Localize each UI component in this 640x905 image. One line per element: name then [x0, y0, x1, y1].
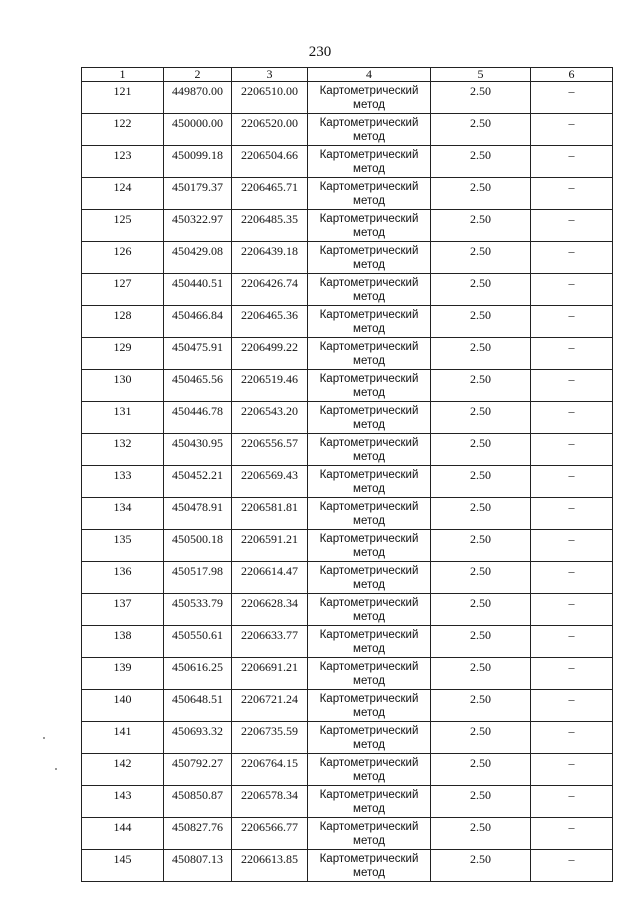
x-coordinate-cell: 450693.32 — [164, 722, 232, 754]
point-number-cell: 132 — [82, 434, 164, 466]
x-coordinate-cell: 450475.91 — [164, 338, 232, 370]
method-cell: Картометрический метод — [308, 274, 431, 306]
accuracy-cell: 2.50 — [431, 338, 531, 370]
accuracy-cell: 2.50 — [431, 306, 531, 338]
point-number-cell: 123 — [82, 146, 164, 178]
note-cell: – — [531, 850, 613, 882]
method-cell: Картометрический метод — [308, 82, 431, 114]
method-cell: Картометрический метод — [308, 658, 431, 690]
x-coordinate-cell: 450452.21 — [164, 466, 232, 498]
table-row — [82, 786, 613, 818]
x-coordinate-cell: 450099.18 — [164, 146, 232, 178]
table-row — [82, 210, 613, 242]
accuracy-cell: 2.50 — [431, 530, 531, 562]
table-row — [82, 338, 613, 370]
note-cell: – — [531, 658, 613, 690]
accuracy-cell: 2.50 — [431, 658, 531, 690]
x-coordinate-cell: 450429.08 — [164, 242, 232, 274]
note-cell: – — [531, 626, 613, 658]
method-cell: Картометрический метод — [308, 242, 431, 274]
y-coordinate-cell: 2206591.21 — [232, 530, 308, 562]
y-coordinate-cell: 2206499.22 — [232, 338, 308, 370]
table-row — [82, 658, 613, 690]
y-coordinate-cell: 2206439.18 — [232, 242, 308, 274]
method-cell: Картометрический метод — [308, 786, 431, 818]
note-cell: – — [531, 306, 613, 338]
table-row — [82, 530, 613, 562]
scan-speck — [43, 737, 45, 739]
x-coordinate-cell: 450616.25 — [164, 658, 232, 690]
table-row — [82, 402, 613, 434]
point-number-cell: 134 — [82, 498, 164, 530]
point-number-cell: 128 — [82, 306, 164, 338]
table-row — [82, 466, 613, 498]
note-cell: – — [531, 402, 613, 434]
column-header: 1 — [82, 68, 164, 82]
note-cell: – — [531, 370, 613, 402]
x-coordinate-cell: 450850.87 — [164, 786, 232, 818]
y-coordinate-cell: 2206581.81 — [232, 498, 308, 530]
method-cell: Картометрический метод — [308, 850, 431, 882]
accuracy-cell: 2.50 — [431, 434, 531, 466]
accuracy-cell: 2.50 — [431, 274, 531, 306]
y-coordinate-cell: 2206614.47 — [232, 562, 308, 594]
table-row — [82, 370, 613, 402]
method-cell: Картометрический метод — [308, 434, 431, 466]
table-row — [82, 306, 613, 338]
point-number-cell: 138 — [82, 626, 164, 658]
point-number-cell: 129 — [82, 338, 164, 370]
x-coordinate-cell: 450466.84 — [164, 306, 232, 338]
note-cell: – — [531, 818, 613, 850]
note-cell: – — [531, 530, 613, 562]
table-row — [82, 114, 613, 146]
table-row — [82, 562, 613, 594]
method-cell: Картометрический метод — [308, 722, 431, 754]
point-number-cell: 126 — [82, 242, 164, 274]
x-coordinate-cell: 450807.13 — [164, 850, 232, 882]
accuracy-cell: 2.50 — [431, 466, 531, 498]
accuracy-cell: 2.50 — [431, 210, 531, 242]
accuracy-cell: 2.50 — [431, 722, 531, 754]
page-number: 230 — [308, 44, 332, 60]
point-number-cell: 137 — [82, 594, 164, 626]
method-cell: Картометрический метод — [308, 306, 431, 338]
method-cell: Картометрический метод — [308, 498, 431, 530]
table-row — [82, 274, 613, 306]
column-header: 4 — [308, 68, 431, 82]
note-cell: – — [531, 82, 613, 114]
table-row — [82, 818, 613, 850]
y-coordinate-cell: 2206543.20 — [232, 402, 308, 434]
note-cell: – — [531, 274, 613, 306]
point-number-cell: 135 — [82, 530, 164, 562]
method-cell: Картометрический метод — [308, 594, 431, 626]
y-coordinate-cell: 2206633.77 — [232, 626, 308, 658]
method-cell: Картометрический метод — [308, 466, 431, 498]
accuracy-cell: 2.50 — [431, 850, 531, 882]
accuracy-cell: 2.50 — [431, 370, 531, 402]
note-cell: – — [531, 338, 613, 370]
accuracy-cell: 2.50 — [431, 786, 531, 818]
note-cell: – — [531, 786, 613, 818]
column-header: 3 — [232, 68, 308, 82]
x-coordinate-cell: 450465.56 — [164, 370, 232, 402]
point-number-cell: 130 — [82, 370, 164, 402]
y-coordinate-cell: 2206578.34 — [232, 786, 308, 818]
column-header: 6 — [531, 68, 613, 82]
x-coordinate-cell: 450533.79 — [164, 594, 232, 626]
point-number-cell: 125 — [82, 210, 164, 242]
method-cell: Картометрический метод — [308, 754, 431, 786]
table-body — [82, 82, 613, 882]
table-row — [82, 146, 613, 178]
accuracy-cell: 2.50 — [431, 754, 531, 786]
y-coordinate-cell: 2206566.77 — [232, 818, 308, 850]
table-row — [82, 722, 613, 754]
method-cell: Картометрический метод — [308, 210, 431, 242]
x-coordinate-cell: 450827.76 — [164, 818, 232, 850]
method-cell: Картометрический метод — [308, 818, 431, 850]
accuracy-cell: 2.50 — [431, 498, 531, 530]
accuracy-cell: 2.50 — [431, 818, 531, 850]
y-coordinate-cell: 2206721.24 — [232, 690, 308, 722]
x-coordinate-cell: 450322.97 — [164, 210, 232, 242]
y-coordinate-cell: 2206691.21 — [232, 658, 308, 690]
x-coordinate-cell: 450792.27 — [164, 754, 232, 786]
x-coordinate-cell: 450517.98 — [164, 562, 232, 594]
x-coordinate-cell: 450500.18 — [164, 530, 232, 562]
method-cell: Картометрический метод — [308, 402, 431, 434]
x-coordinate-cell: 450179.37 — [164, 178, 232, 210]
y-coordinate-cell: 2206764.15 — [232, 754, 308, 786]
table-row — [82, 594, 613, 626]
point-number-cell: 121 — [82, 82, 164, 114]
table-row — [82, 242, 613, 274]
accuracy-cell: 2.50 — [431, 146, 531, 178]
y-coordinate-cell: 2206426.74 — [232, 274, 308, 306]
note-cell: – — [531, 242, 613, 274]
method-cell: Картометрический метод — [308, 562, 431, 594]
point-number-cell: 144 — [82, 818, 164, 850]
method-cell: Картометрический метод — [308, 146, 431, 178]
scan-speck — [55, 768, 57, 770]
y-coordinate-cell: 2206628.34 — [232, 594, 308, 626]
point-number-cell: 139 — [82, 658, 164, 690]
column-header: 5 — [431, 68, 531, 82]
note-cell: – — [531, 114, 613, 146]
note-cell: – — [531, 434, 613, 466]
table-row — [82, 850, 613, 882]
method-cell: Картометрический метод — [308, 626, 431, 658]
point-number-cell: 145 — [82, 850, 164, 882]
note-cell: – — [531, 178, 613, 210]
accuracy-cell: 2.50 — [431, 402, 531, 434]
method-cell: Картометрический метод — [308, 690, 431, 722]
note-cell: – — [531, 594, 613, 626]
table-header-row — [82, 68, 613, 82]
y-coordinate-cell: 2206504.66 — [232, 146, 308, 178]
note-cell: – — [531, 466, 613, 498]
x-coordinate-cell: 449870.00 — [164, 82, 232, 114]
point-number-cell: 122 — [82, 114, 164, 146]
method-cell: Картометрический метод — [308, 370, 431, 402]
y-coordinate-cell: 2206519.46 — [232, 370, 308, 402]
accuracy-cell: 2.50 — [431, 114, 531, 146]
x-coordinate-cell: 450440.51 — [164, 274, 232, 306]
y-coordinate-cell: 2206465.71 — [232, 178, 308, 210]
y-coordinate-cell: 2206465.36 — [232, 306, 308, 338]
y-coordinate-cell: 2206485.35 — [232, 210, 308, 242]
point-number-cell: 136 — [82, 562, 164, 594]
coordinates-table — [81, 67, 613, 882]
y-coordinate-cell: 2206613.85 — [232, 850, 308, 882]
point-number-cell: 141 — [82, 722, 164, 754]
y-coordinate-cell: 2206569.43 — [232, 466, 308, 498]
x-coordinate-cell: 450478.91 — [164, 498, 232, 530]
accuracy-cell: 2.50 — [431, 562, 531, 594]
x-coordinate-cell: 450550.61 — [164, 626, 232, 658]
y-coordinate-cell: 2206556.57 — [232, 434, 308, 466]
accuracy-cell: 2.50 — [431, 690, 531, 722]
method-cell: Картометрический метод — [308, 178, 431, 210]
point-number-cell: 127 — [82, 274, 164, 306]
note-cell: – — [531, 146, 613, 178]
y-coordinate-cell: 2206735.59 — [232, 722, 308, 754]
x-coordinate-cell: 450446.78 — [164, 402, 232, 434]
x-coordinate-cell: 450000.00 — [164, 114, 232, 146]
method-cell: Картометрический метод — [308, 114, 431, 146]
table-row — [82, 82, 613, 114]
table-row — [82, 690, 613, 722]
point-number-cell: 124 — [82, 178, 164, 210]
point-number-cell: 142 — [82, 754, 164, 786]
accuracy-cell: 2.50 — [431, 82, 531, 114]
method-cell: Картометрический метод — [308, 338, 431, 370]
y-coordinate-cell: 2206520.00 — [232, 114, 308, 146]
table-row — [82, 626, 613, 658]
note-cell: – — [531, 498, 613, 530]
x-coordinate-cell: 450648.51 — [164, 690, 232, 722]
x-coordinate-cell: 450430.95 — [164, 434, 232, 466]
note-cell: – — [531, 690, 613, 722]
accuracy-cell: 2.50 — [431, 626, 531, 658]
accuracy-cell: 2.50 — [431, 242, 531, 274]
accuracy-cell: 2.50 — [431, 178, 531, 210]
point-number-cell: 143 — [82, 786, 164, 818]
note-cell: – — [531, 754, 613, 786]
y-coordinate-cell: 2206510.00 — [232, 82, 308, 114]
point-number-cell: 133 — [82, 466, 164, 498]
method-cell: Картометрический метод — [308, 530, 431, 562]
point-number-cell: 140 — [82, 690, 164, 722]
accuracy-cell: 2.50 — [431, 594, 531, 626]
point-number-cell: 131 — [82, 402, 164, 434]
note-cell: – — [531, 562, 613, 594]
note-cell: – — [531, 210, 613, 242]
table-row — [82, 498, 613, 530]
table-row — [82, 178, 613, 210]
table-row — [82, 434, 613, 466]
note-cell: – — [531, 722, 613, 754]
column-header: 2 — [164, 68, 232, 82]
table-row — [82, 754, 613, 786]
